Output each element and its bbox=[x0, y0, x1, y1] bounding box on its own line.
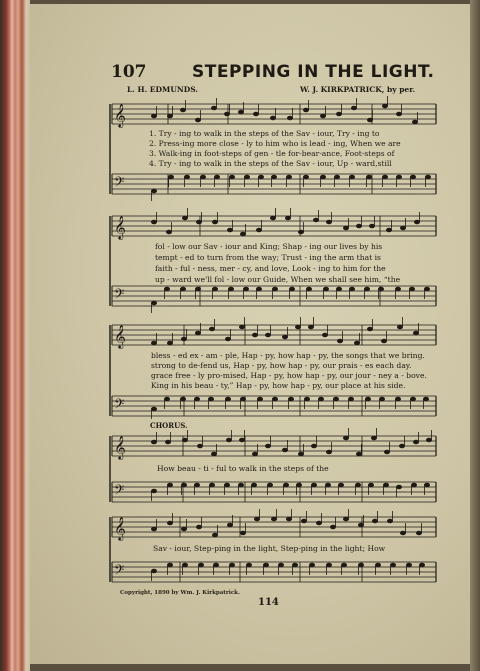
note-head bbox=[167, 563, 172, 567]
note-head bbox=[304, 397, 309, 401]
note-head bbox=[399, 444, 404, 448]
clef-icon: 𝄞 bbox=[114, 215, 126, 239]
note-head bbox=[239, 438, 244, 442]
note-head bbox=[194, 483, 199, 487]
note-head bbox=[239, 325, 244, 329]
clef-icon: 𝄞 bbox=[114, 324, 126, 348]
note-head bbox=[364, 287, 369, 291]
note-head bbox=[286, 517, 291, 521]
note-head bbox=[409, 287, 414, 291]
note-head bbox=[358, 523, 363, 527]
note-head bbox=[198, 563, 203, 567]
note-head bbox=[180, 397, 185, 401]
note-head bbox=[227, 523, 232, 527]
note-head bbox=[381, 339, 386, 343]
note-head bbox=[313, 218, 318, 222]
note-head bbox=[246, 563, 251, 567]
lyric-line: up - ward we'll fol - low our Guide, When we shall see him, “the bbox=[155, 275, 401, 284]
note-head bbox=[406, 563, 411, 567]
note-head bbox=[265, 333, 270, 337]
note-head bbox=[396, 485, 401, 489]
note-head bbox=[182, 438, 187, 442]
note-head bbox=[225, 397, 230, 401]
note-head bbox=[272, 287, 277, 291]
note-head bbox=[308, 325, 313, 329]
bass-clef-icon: 𝄢 bbox=[114, 286, 125, 305]
note-head bbox=[256, 228, 261, 232]
note-head bbox=[303, 108, 308, 112]
note-head bbox=[354, 341, 359, 345]
note-head bbox=[211, 106, 216, 110]
note-head bbox=[382, 104, 387, 108]
note-head bbox=[282, 448, 287, 452]
note-head bbox=[320, 175, 325, 179]
note-head bbox=[316, 521, 321, 525]
note-head bbox=[151, 527, 156, 531]
note-head bbox=[367, 118, 372, 122]
note-head bbox=[251, 483, 256, 487]
lyric-line: King in his beau - ty,” Hap - py, how hap - py, our place at his side. bbox=[151, 381, 406, 390]
bass-clef-icon: 𝄢 bbox=[114, 174, 125, 193]
lyric-line: How beau - ti - ful to walk in the steps of the bbox=[157, 464, 329, 473]
note-head bbox=[240, 531, 245, 535]
lyric-line: fol - low our Sav - iour and King; Shap - ing our lives by his bbox=[155, 242, 383, 251]
note-head bbox=[196, 525, 201, 529]
note-head bbox=[184, 175, 189, 179]
note-head bbox=[288, 397, 293, 401]
note-head bbox=[195, 118, 200, 122]
note-head bbox=[240, 397, 245, 401]
clef-icon: 𝄞 bbox=[114, 103, 126, 127]
note-head bbox=[253, 112, 258, 116]
note-head bbox=[371, 436, 376, 440]
note-head bbox=[336, 287, 341, 291]
note-head bbox=[425, 175, 430, 179]
hymn-number: 107 bbox=[111, 62, 147, 82]
note-head bbox=[180, 108, 185, 112]
note-head bbox=[416, 531, 421, 535]
note-head bbox=[411, 483, 416, 487]
note-head bbox=[343, 226, 348, 230]
clef-icon: 𝄞 bbox=[114, 435, 126, 459]
note-head bbox=[400, 226, 405, 230]
note-head bbox=[265, 444, 270, 448]
note-head bbox=[423, 397, 428, 401]
note-head bbox=[181, 483, 186, 487]
lyric-line: 1. Try - ing to walk in the steps of the Sav - iour, Try - ing to bbox=[149, 129, 380, 138]
note-head bbox=[424, 287, 429, 291]
note-head bbox=[151, 407, 156, 411]
note-head bbox=[214, 175, 219, 179]
note-head bbox=[195, 331, 200, 335]
copyright-notice: Copyright, 1890 by Wm. J. Kirkpatrick. bbox=[120, 590, 240, 596]
note-head bbox=[270, 116, 275, 120]
note-head bbox=[301, 519, 306, 523]
note-head bbox=[227, 228, 232, 232]
note-head bbox=[229, 563, 234, 567]
note-head bbox=[326, 450, 331, 454]
lyric-line: strong to de-fend us, Hap - py, how hap - py, our prais - es each day. bbox=[151, 361, 412, 370]
note-head bbox=[369, 224, 374, 228]
note-head bbox=[224, 483, 229, 487]
note-head bbox=[396, 112, 401, 116]
note-head bbox=[395, 397, 400, 401]
note-head bbox=[384, 450, 389, 454]
note-head bbox=[366, 175, 371, 179]
note-head bbox=[378, 287, 383, 291]
note-head bbox=[252, 333, 257, 337]
note-head bbox=[151, 114, 156, 118]
note-head bbox=[326, 563, 331, 567]
note-head bbox=[372, 519, 377, 523]
note-head bbox=[375, 563, 380, 567]
note-head bbox=[330, 525, 335, 529]
bass-clef-icon: 𝄢 bbox=[114, 396, 125, 415]
note-head bbox=[387, 519, 392, 523]
note-head bbox=[365, 397, 370, 401]
note-head bbox=[356, 224, 361, 228]
note-head bbox=[200, 175, 205, 179]
note-head bbox=[167, 341, 172, 345]
note-head bbox=[271, 517, 276, 521]
note-head bbox=[334, 175, 339, 179]
note-head bbox=[225, 337, 230, 341]
note-head bbox=[396, 175, 401, 179]
poet-credit: L. H. EDMUNDS. bbox=[127, 85, 198, 94]
note-head bbox=[212, 220, 217, 224]
note-head bbox=[271, 175, 276, 179]
lyric-line: bless - ed ex - am - ple, Hap - py, how hap - py, the songs that we bring. bbox=[151, 351, 425, 360]
note-head bbox=[282, 335, 287, 339]
note-head bbox=[257, 397, 262, 401]
note-head bbox=[212, 533, 217, 537]
lyric-line: Sav - iour, Step-ping in the light, Step-ping in the light; How bbox=[153, 544, 386, 553]
note-head bbox=[410, 397, 415, 401]
note-head bbox=[349, 175, 354, 179]
note-head bbox=[289, 287, 294, 291]
note-head bbox=[383, 483, 388, 487]
note-head bbox=[151, 489, 156, 493]
note-head bbox=[229, 175, 234, 179]
note-head bbox=[311, 483, 316, 487]
page-number: 114 bbox=[258, 597, 279, 608]
note-head bbox=[414, 220, 419, 224]
note-head bbox=[333, 397, 338, 401]
note-head bbox=[296, 483, 301, 487]
note-head bbox=[283, 483, 288, 487]
lyric-line: 3. Walk-ing in foot-steps of gen - tle for-bear-ance, Foot-steps of bbox=[149, 149, 395, 158]
note-head bbox=[320, 114, 325, 118]
note-head bbox=[224, 112, 229, 116]
note-head bbox=[167, 483, 172, 487]
note-head bbox=[151, 569, 156, 573]
note-head bbox=[343, 436, 348, 440]
clef-icon: 𝄞 bbox=[114, 516, 126, 540]
note-head bbox=[180, 287, 185, 291]
note-head bbox=[151, 220, 156, 224]
note-head bbox=[323, 287, 328, 291]
note-head bbox=[164, 287, 169, 291]
note-head bbox=[252, 452, 257, 456]
note-head bbox=[349, 287, 354, 291]
note-head bbox=[424, 483, 429, 487]
hymn-title: STEPPING IN THE LIGHT. bbox=[192, 62, 435, 82]
bass-clef-icon: 𝄢 bbox=[114, 562, 125, 581]
note-head bbox=[226, 438, 231, 442]
note-head bbox=[196, 220, 201, 224]
bass-clef-icon: 𝄢 bbox=[114, 482, 125, 501]
note-head bbox=[338, 483, 343, 487]
note-head bbox=[367, 327, 372, 331]
note-head bbox=[351, 106, 356, 110]
note-head bbox=[311, 444, 316, 448]
note-head bbox=[285, 216, 290, 220]
note-head bbox=[426, 438, 431, 442]
note-head bbox=[165, 440, 170, 444]
note-head bbox=[355, 483, 360, 487]
note-head bbox=[254, 517, 259, 521]
note-head bbox=[295, 325, 300, 329]
lyric-line: faith - ful - ness, mer - cy, and love, Look - ing to him for the bbox=[155, 264, 386, 273]
note-head bbox=[397, 325, 402, 329]
lyric-line: tempt - ed to turn from the way; Trust - ing the arm that is bbox=[155, 253, 381, 262]
note-head bbox=[256, 287, 261, 291]
note-head bbox=[413, 331, 418, 335]
note-head bbox=[168, 175, 173, 179]
note-head bbox=[181, 337, 186, 341]
note-head bbox=[151, 189, 156, 193]
note-head bbox=[303, 175, 308, 179]
note-head bbox=[286, 175, 291, 179]
note-head bbox=[336, 112, 341, 116]
lyric-line: grace free - ly pro-mised, Hap - py, how hap - py, our jour - ney a - bove. bbox=[151, 371, 427, 380]
note-head bbox=[240, 232, 245, 236]
note-head bbox=[341, 563, 346, 567]
note-head bbox=[412, 120, 417, 124]
note-head bbox=[263, 563, 268, 567]
note-head bbox=[151, 440, 156, 444]
note-head bbox=[386, 228, 391, 232]
note-head bbox=[382, 175, 387, 179]
lyric-line: 4. Try - ing to walk in the steps of the Sav - iour, Up - ward,still bbox=[149, 159, 392, 168]
note-head bbox=[278, 563, 283, 567]
note-head bbox=[325, 483, 330, 487]
note-head bbox=[238, 483, 243, 487]
note-head bbox=[413, 440, 418, 444]
note-head bbox=[343, 517, 348, 521]
note-head bbox=[228, 287, 233, 291]
note-head bbox=[287, 116, 292, 120]
note-head bbox=[181, 527, 186, 531]
note-head bbox=[151, 341, 156, 345]
note-head bbox=[348, 397, 353, 401]
note-head bbox=[309, 563, 314, 567]
note-head bbox=[419, 563, 424, 567]
note-head bbox=[298, 452, 303, 456]
note-head bbox=[211, 452, 216, 456]
note-head bbox=[318, 397, 323, 401]
note-head bbox=[390, 563, 395, 567]
note-head bbox=[358, 563, 363, 567]
note-head bbox=[400, 531, 405, 535]
note-head bbox=[209, 483, 214, 487]
note-head bbox=[238, 110, 243, 114]
note-head bbox=[267, 483, 272, 487]
note-head bbox=[213, 563, 218, 567]
note-head bbox=[272, 397, 277, 401]
note-head bbox=[379, 397, 384, 401]
note-head bbox=[244, 175, 249, 179]
composer-credit: W. J. KIRKPATRICK, by per. bbox=[300, 85, 416, 94]
note-head bbox=[395, 287, 400, 291]
note-head bbox=[298, 230, 303, 234]
note-head bbox=[195, 287, 200, 291]
note-head bbox=[209, 327, 214, 331]
note-head bbox=[243, 287, 248, 291]
note-head bbox=[164, 397, 169, 401]
note-head bbox=[356, 452, 361, 456]
note-head bbox=[292, 563, 297, 567]
note-head bbox=[326, 220, 331, 224]
note-head bbox=[410, 175, 415, 179]
note-head bbox=[270, 216, 275, 220]
note-head bbox=[194, 397, 199, 401]
note-head bbox=[197, 444, 202, 448]
note-head bbox=[167, 521, 172, 525]
note-head bbox=[322, 333, 327, 337]
note-head bbox=[208, 397, 213, 401]
note-head bbox=[167, 114, 172, 118]
note-head bbox=[182, 216, 187, 220]
note-head bbox=[337, 339, 342, 343]
chorus-label: CHORUS. bbox=[150, 421, 188, 430]
note-head bbox=[368, 483, 373, 487]
lyric-line: 2. Press-ing more close - ly to him who is lead - ing, When we are bbox=[149, 139, 401, 148]
note-head bbox=[166, 230, 171, 234]
note-head bbox=[212, 287, 217, 291]
note-head bbox=[151, 301, 156, 305]
note-head bbox=[258, 175, 263, 179]
note-head bbox=[306, 287, 311, 291]
note-head bbox=[182, 563, 187, 567]
